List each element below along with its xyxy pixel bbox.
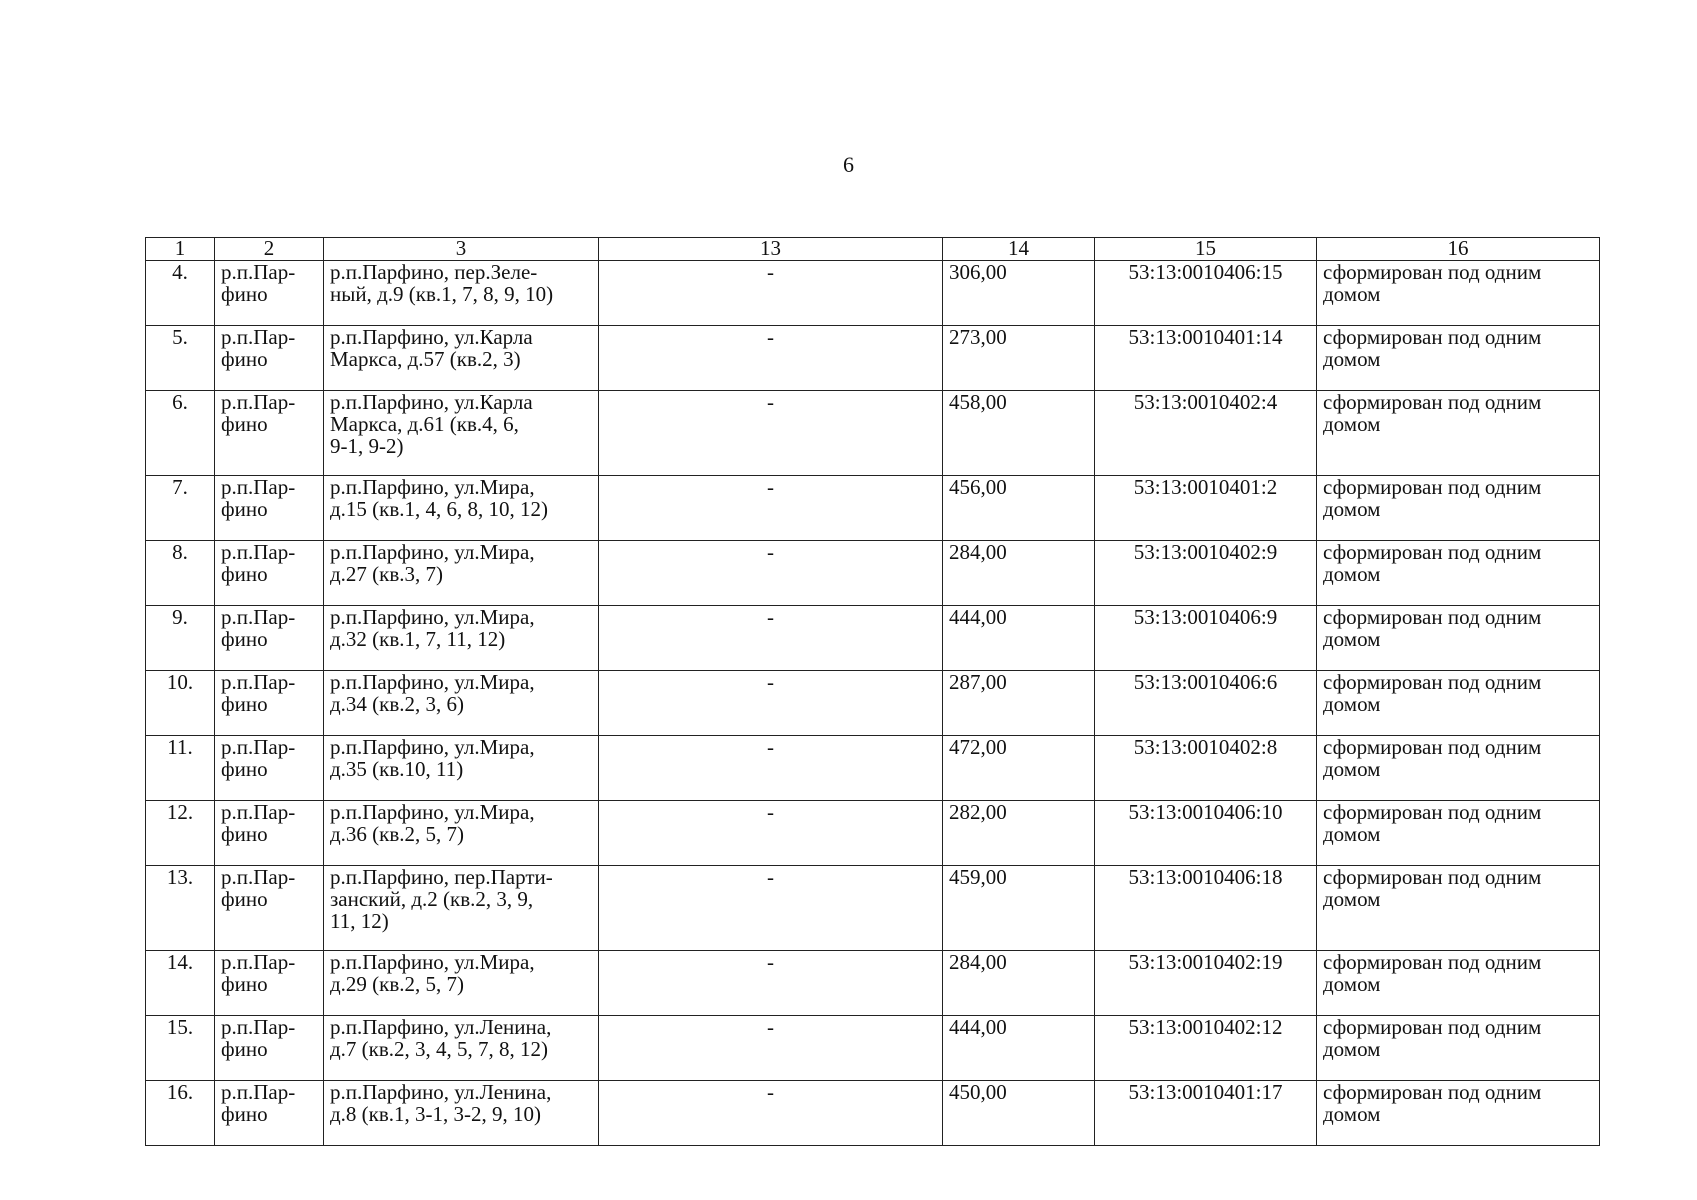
address-cell-line: р.п.Парфино, ул.Мира, [330,670,535,694]
table-row [146,326,1600,391]
status-cell-line: сформирован под одним [1323,390,1542,414]
status-cell [1317,391,1600,476]
row-number-cell: 10. [146,671,215,736]
status-cell-line: домом [1323,412,1381,436]
area-cell: 444,00 [943,606,1095,671]
row-number-cell: 6. [146,391,215,476]
status-cell-line: сформирован под одним [1323,865,1542,889]
row-number-cell: 4. [146,261,215,326]
address-cell-line: занский, д.2 (кв.2, 3, 9, [330,887,534,911]
cadastral-number-cell: 53:13:0010406:9 [1095,606,1317,671]
table-row [146,1081,1600,1146]
address-cell-line: Маркса, д.61 (кв.4, 6, [330,412,519,436]
settlement-cell-line: р.п.Пар- [221,390,296,414]
address-cell-line: д.7 (кв.2, 3, 4, 5, 7, 8, 12) [330,1037,549,1061]
status-cell [1317,1081,1600,1146]
status-cell [1317,951,1600,1016]
header-cell: 3 [324,238,599,261]
header-cell: 16 [1317,238,1600,261]
settlement-cell-line: р.п.Пар- [221,1015,296,1039]
page-number-text: 6 [843,152,854,177]
table-row [146,951,1600,1016]
settlement-cell-line: р.п.Пар- [221,325,296,349]
land-registry-table [145,237,1600,1146]
settlement-cell [215,261,324,326]
status-cell-line: домом [1323,497,1381,521]
address-cell-line: д.32 (кв.1, 7, 11, 12) [330,627,506,651]
cadastral-number-cell: 53:13:0010401:17 [1095,1081,1317,1146]
address-cell-line: Маркса, д.57 (кв.2, 3) [330,347,521,371]
address-cell [324,866,599,951]
address-cell-line: 11, 12) [330,909,389,933]
settlement-cell-line: р.п.Пар- [221,605,296,629]
area-cell: 306,00 [943,261,1095,326]
table-row [146,606,1600,671]
status-cell-line: домом [1323,692,1381,716]
status-cell-line: сформирован под одним [1323,735,1542,759]
status-cell [1317,671,1600,736]
settlement-cell [215,541,324,606]
area-cell: 456,00 [943,476,1095,541]
cadastral-number-cell: 53:13:0010406:10 [1095,801,1317,866]
settlement-cell-line: фино [221,282,268,306]
column-13-cell: - [599,951,943,1016]
settlement-cell [215,736,324,801]
column-13-cell: - [599,866,943,951]
status-cell-line: домом [1323,347,1381,371]
cadastral-number-cell: 53:13:0010406:18 [1095,866,1317,951]
settlement-cell-line: р.п.Пар- [221,540,296,564]
settlement-cell-line: р.п.Пар- [221,475,296,499]
table-row [146,671,1600,736]
address-cell-line: р.п.Парфино, ул.Мира, [330,475,535,499]
status-cell [1317,736,1600,801]
row-number-cell: 12. [146,801,215,866]
settlement-cell-line: фино [221,692,268,716]
page-number [0,152,1697,178]
address-cell-line: р.п.Парфино, ул.Мира, [330,800,535,824]
settlement-cell-line: фино [221,497,268,521]
address-cell [324,951,599,1016]
row-number-cell: 11. [146,736,215,801]
area-cell: 458,00 [943,391,1095,476]
column-13-cell: - [599,391,943,476]
address-cell-line: ный, д.9 (кв.1, 7, 8, 9, 10) [330,282,554,306]
status-cell-line: сформирован под одним [1323,800,1542,824]
area-cell: 287,00 [943,671,1095,736]
status-cell [1317,866,1600,951]
status-cell [1317,326,1600,391]
address-cell [324,736,599,801]
status-cell-line: домом [1323,887,1381,911]
settlement-cell [215,1016,324,1081]
settlement-cell [215,391,324,476]
address-cell-line: р.п.Парфино, ул.Ленина, [330,1015,552,1039]
area-cell: 273,00 [943,326,1095,391]
status-cell-line: сформирован под одним [1323,540,1542,564]
cadastral-number-cell: 53:13:0010402:12 [1095,1016,1317,1081]
cadastral-number-cell: 53:13:0010406:15 [1095,261,1317,326]
address-cell-line: д.35 (кв.10, 11) [330,757,464,781]
settlement-cell-line: фино [221,627,268,651]
column-13-cell: - [599,671,943,736]
row-number-cell: 15. [146,1016,215,1081]
status-cell-line: домом [1323,282,1381,306]
header-cell: 15 [1095,238,1317,261]
cadastral-number-cell: 53:13:0010402:9 [1095,541,1317,606]
status-cell [1317,1016,1600,1081]
address-cell-line: р.п.Парфино, ул.Мира, [330,735,535,759]
cadastral-number-cell: 53:13:0010401:2 [1095,476,1317,541]
status-cell-line: сформирован под одним [1323,475,1542,499]
address-cell-line: р.п.Парфино, ул.Карла [330,390,533,414]
address-cell-line: д.15 (кв.1, 4, 6, 8, 10, 12) [330,497,549,521]
status-cell-line: домом [1323,757,1381,781]
status-cell [1317,476,1600,541]
address-cell [324,541,599,606]
cadastral-number-cell: 53:13:0010406:6 [1095,671,1317,736]
header-cell: 14 [943,238,1095,261]
address-cell-line: р.п.Парфино, ул.Карла [330,325,533,349]
status-cell-line: домом [1323,972,1381,996]
settlement-cell-line: фино [221,412,268,436]
settlement-cell-line: р.п.Пар- [221,260,296,284]
settlement-cell-line: фино [221,757,268,781]
status-cell [1317,541,1600,606]
area-cell: 282,00 [943,801,1095,866]
status-cell-line: сформирован под одним [1323,670,1542,694]
row-number-cell: 13. [146,866,215,951]
column-13-cell: - [599,476,943,541]
status-cell [1317,606,1600,671]
column-13-cell: - [599,541,943,606]
address-cell [324,1016,599,1081]
table-row [146,541,1600,606]
settlement-cell-line: р.п.Пар- [221,1080,296,1104]
column-13-cell: - [599,326,943,391]
settlement-cell-line: фино [221,1037,268,1061]
address-cell [324,1081,599,1146]
column-13-cell: - [599,1081,943,1146]
address-cell-line: д.36 (кв.2, 5, 7) [330,822,465,846]
area-cell: 450,00 [943,1081,1095,1146]
header-row [146,238,1600,261]
address-cell-line: р.п.Парфино, ул.Мира, [330,540,535,564]
address-cell [324,326,599,391]
address-cell-line: р.п.Парфино, пер.Парти- [330,865,553,889]
settlement-cell [215,606,324,671]
row-number-cell: 7. [146,476,215,541]
settlement-cell [215,801,324,866]
status-cell-line: домом [1323,562,1381,586]
settlement-cell-line: фино [221,887,268,911]
settlement-cell-line: р.п.Пар- [221,670,296,694]
status-cell-line: домом [1323,1102,1381,1126]
status-cell [1317,261,1600,326]
settlement-cell-line: фино [221,1102,268,1126]
settlement-cell [215,326,324,391]
address-cell [324,671,599,736]
address-cell [324,801,599,866]
settlement-cell-line: фино [221,822,268,846]
settlement-cell-line: фино [221,347,268,371]
status-cell-line: домом [1323,822,1381,846]
row-number-cell: 14. [146,951,215,1016]
settlement-cell-line: р.п.Пар- [221,735,296,759]
address-cell-line: р.п.Парфино, пер.Зеле- [330,260,538,284]
settlement-cell [215,951,324,1016]
status-cell-line: сформирован под одним [1323,1080,1542,1104]
area-cell: 459,00 [943,866,1095,951]
settlement-cell-line: р.п.Пар- [221,800,296,824]
settlement-cell [215,476,324,541]
status-cell-line: сформирован под одним [1323,260,1542,284]
column-13-cell: - [599,736,943,801]
area-cell: 472,00 [943,736,1095,801]
table-row [146,736,1600,801]
status-cell [1317,801,1600,866]
row-number-cell: 5. [146,326,215,391]
header-cell: 13 [599,238,943,261]
row-number-cell: 9. [146,606,215,671]
settlement-cell-line: р.п.Пар- [221,865,296,889]
cadastral-number-cell: 53:13:0010401:14 [1095,326,1317,391]
row-number-cell: 8. [146,541,215,606]
column-13-cell: - [599,801,943,866]
table-row [146,476,1600,541]
header-cell: 2 [215,238,324,261]
settlement-cell [215,866,324,951]
settlement-cell [215,1081,324,1146]
address-cell-line: д.34 (кв.2, 3, 6) [330,692,465,716]
address-cell [324,391,599,476]
address-cell-line: р.п.Парфино, ул.Мира, [330,605,535,629]
column-13-cell: - [599,261,943,326]
address-cell [324,261,599,326]
status-cell-line: домом [1323,1037,1381,1061]
cadastral-number-cell: 53:13:0010402:8 [1095,736,1317,801]
address-cell-line: 9-1, 9-2) [330,434,404,458]
table-row [146,391,1600,476]
row-number-cell: 16. [146,1081,215,1146]
status-cell-line: сформирован под одним [1323,325,1542,349]
table-row [146,866,1600,951]
cadastral-number-cell: 53:13:0010402:4 [1095,391,1317,476]
status-cell-line: сформирован под одним [1323,950,1542,974]
address-cell [324,606,599,671]
header-cell: 1 [146,238,215,261]
table-row [146,1016,1600,1081]
settlement-cell-line: р.п.Пар- [221,950,296,974]
address-cell-line: р.п.Парфино, ул.Мира, [330,950,535,974]
address-cell-line: р.п.Парфино, ул.Ленина, [330,1080,552,1104]
address-cell-line: д.27 (кв.3, 7) [330,562,444,586]
column-13-cell: - [599,1016,943,1081]
status-cell-line: сформирован под одним [1323,1015,1542,1039]
column-13-cell: - [599,606,943,671]
address-cell [324,476,599,541]
settlement-cell [215,671,324,736]
area-cell: 284,00 [943,951,1095,1016]
status-cell-line: домом [1323,627,1381,651]
address-cell-line: д.29 (кв.2, 5, 7) [330,972,465,996]
table-row [146,261,1600,326]
area-cell: 444,00 [943,1016,1095,1081]
area-cell: 284,00 [943,541,1095,606]
settlement-cell-line: фино [221,562,268,586]
table-row [146,801,1600,866]
status-cell-line: сформирован под одним [1323,605,1542,629]
address-cell-line: д.8 (кв.1, 3-1, 3-2, 9, 10) [330,1102,542,1126]
cadastral-number-cell: 53:13:0010402:19 [1095,951,1317,1016]
settlement-cell-line: фино [221,972,268,996]
